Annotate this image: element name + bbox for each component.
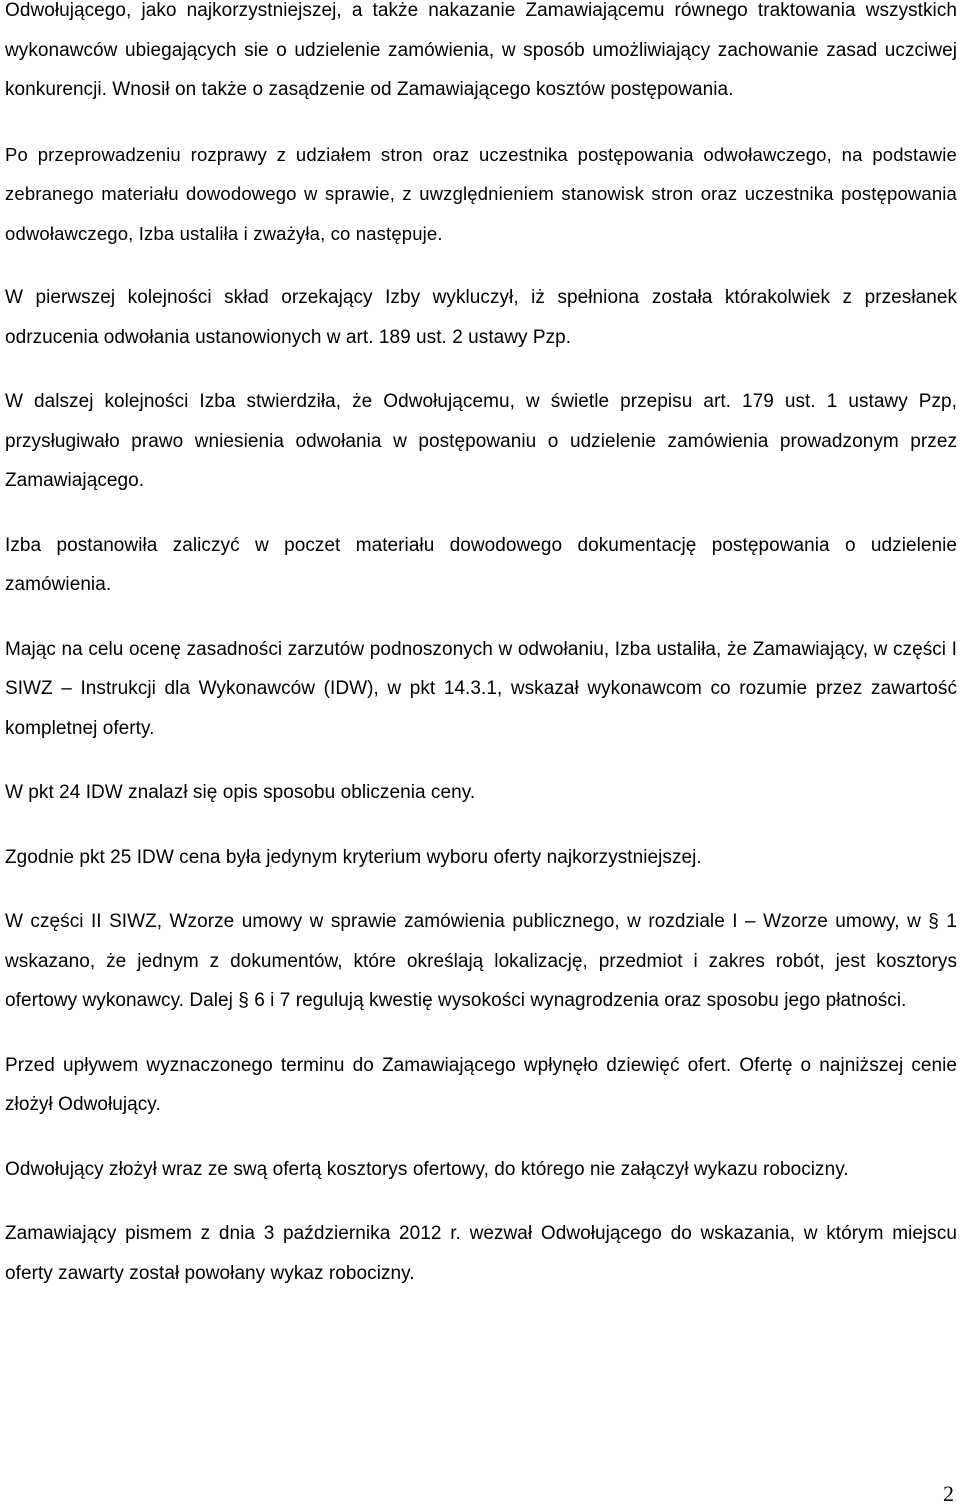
paragraph-evidence: Izba postanowiła zaliczyć w poczet materiału dowodowego dokumentację postępowania o udzielenie zamówienia. bbox=[5, 534, 957, 595]
paragraph-right-to-appeal: W dalszej kolejności Izba stwierdziła, że Odwołującemu, w świetle przepisu art. 179 ust. 1 ustawy Pzp, przysługiwało prawo wniesienia odwołania w postępowaniu o udzielenie zamówienia prowadzonym przez Zamawiającego. bbox=[5, 391, 957, 491]
paragraph-contract-template: W części II SIWZ, Wzorze umowy w sprawie zamówienia publicznego, w rozdziale I – Wzorze umowy, w § 1 wskazano, że jednym z dokumentów, które określają lokalizację, przedmiot i zakres robót, jest kosztorys ofertowy wykonawcy. Dalej § 6 i 7 regulują kwestię wysokości wynagrodzenia oraz sposobu jego płatności. bbox=[5, 911, 957, 1011]
paragraph-hearing-findings: Po przeprowadzeniu rozprawy z udziałem stron oraz uczestnika postępowania odwoławczego, na podstawie zebranego materiału dowodowego w sprawie, z uwzględnieniem stanowisk stron oraz uczestnika postępowania odwoławczego, Izba ustaliła i zważyła, co następuje. bbox=[5, 143, 957, 244]
paragraph-siwz-part-one: Mając na celu ocenę zasadności zarzutów podnoszonych w odwołaniu, Izba ustaliła, że Zamawiający, w części I SIWZ – Instrukcji dla Wykonawców (IDW), w pkt 14.3.1, wskazał wykonawcom co rozumie przez zawartość kompletnej oferty. bbox=[5, 638, 957, 739]
paragraph-price-criterion: Zgodnie pkt 25 IDW cena była jedynym kryterium wyboru oferty najkorzystniejszej. bbox=[5, 846, 702, 868]
paragraph-price-calculation: W pkt 24 IDW znalazł się opis sposobu obliczenia ceny. bbox=[5, 782, 476, 803]
paragraph-offers-received: Przed upływem wyznaczonego terminu do Zamawiającego wpłynęło dziewięć ofert. Ofertę o najniższej cenie złożył Odwołujący. bbox=[5, 1054, 957, 1115]
page-number: 2 bbox=[943, 1481, 954, 1506]
paragraph-rejection-grounds: W pierwszej kolejności skład orzekający Izby wykluczył, iż spełniona została którakolwiek z przesłanek odrzucenia odwołania ustanowionych w art. 189 ust. 2 ustawy Pzp. bbox=[5, 287, 957, 348]
paragraph-cost-estimate: Odwołujący złożył wraz ze swą ofertą kosztorys ofertowy, do którego nie załączył wykazu robocizny. bbox=[5, 1158, 849, 1180]
paragraph-summons-letter: Zamawiający pismem z dnia 3 października 2012 r. wezwał Odwołującego do wskazania, w którym miejscu oferty zawarty został powołany wykaz robocizny. bbox=[5, 1223, 957, 1284]
document-page bbox=[5, 0, 957, 1293]
paragraph-claims-continuation: Odwołującego, jako najkorzystniejszej, a także nakazanie Zamawiającemu równego traktowania wszystkich wykonawców ubiegających sie o udzielenie zamówienia, w sposób umożliwiający zachowanie zasad uczciwej konkurencji. Wnosił on także o zasądzenie od Zamawiającego kosztów postępowania. bbox=[5, 0, 957, 100]
